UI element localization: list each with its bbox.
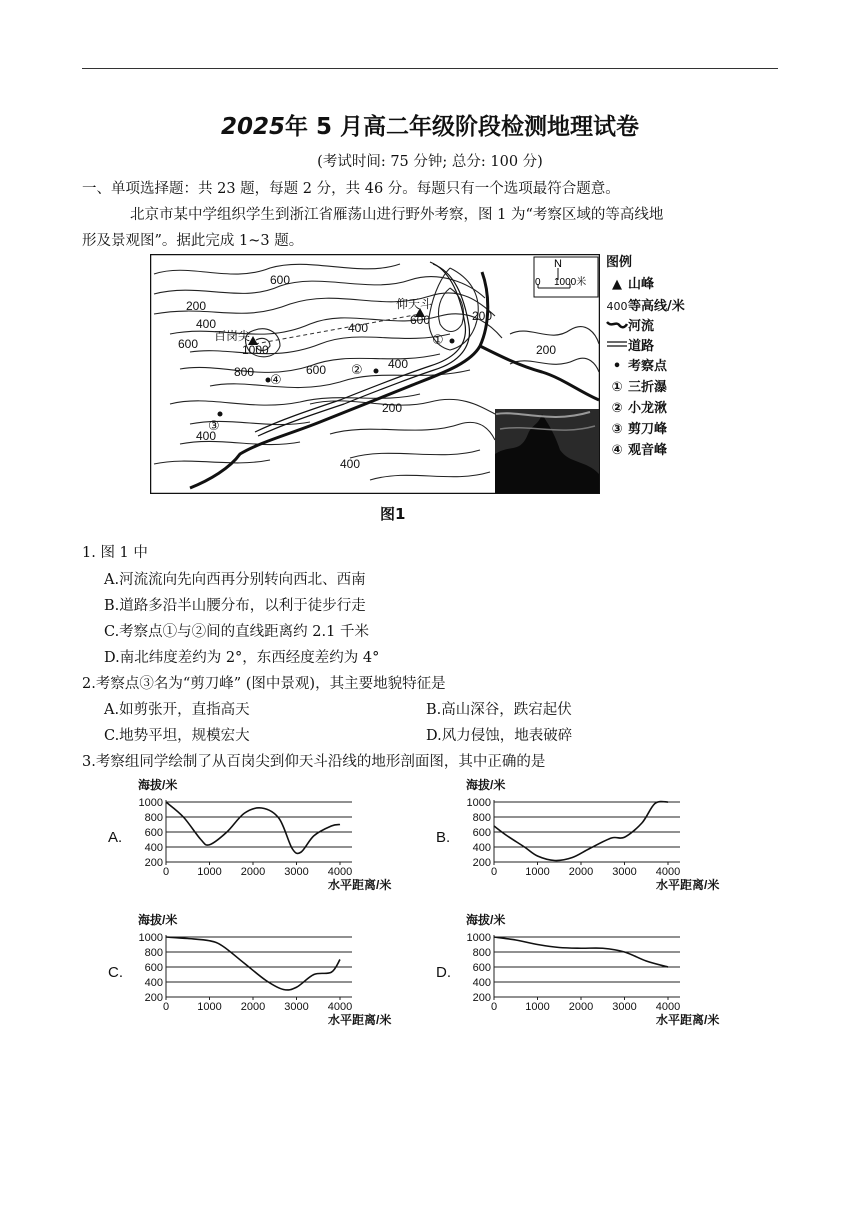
figure-caption: 图1	[380, 505, 406, 523]
scale-zero: 0	[535, 277, 541, 288]
y-axis-label: 海拔/米	[138, 778, 178, 792]
map-label-400d: 400	[196, 429, 217, 443]
road-icon	[606, 338, 628, 356]
y-axis-label: 海拔/米	[466, 778, 506, 792]
x-tick-label: 4000	[327, 1001, 353, 1013]
y-axis-label: 海拔/米	[466, 913, 506, 927]
x-tick-label: 1000	[525, 866, 550, 878]
map-label-200a: 200	[186, 299, 207, 313]
y-tick-label: 200	[472, 992, 491, 1004]
map-label-400e: 400	[340, 457, 361, 471]
question-2-stem: 2.考察点③名为“剪刀峰” (图中景观)，其主要地貌特征是	[82, 676, 446, 692]
x-tick-label: 3000	[612, 866, 637, 878]
q2-option-d: D.风力侵蚀，地表破碎	[426, 728, 573, 744]
y-tick-label: 600	[472, 962, 491, 974]
y-tick-label: 600	[144, 962, 163, 974]
x-tick-label: 1000	[197, 1001, 222, 1013]
scale-label: 1000米	[554, 277, 587, 288]
map-label-200b: 200	[472, 309, 493, 323]
legend-item-river: 河流	[606, 318, 654, 336]
x-tick-label: 2000	[240, 866, 266, 878]
exam-info: (考试时间: 75 分钟; 总分: 100 分)	[317, 154, 543, 170]
x-tick-label: 3000	[284, 1001, 309, 1013]
contour-symbol: 400	[606, 300, 628, 313]
option-label: B.	[436, 829, 451, 846]
y-tick-label: 400	[144, 842, 163, 854]
legend-item-site: • 考察点	[606, 358, 667, 376]
map-label-400b: 400	[348, 321, 369, 335]
y-tick-label: 200	[472, 857, 491, 869]
x-axis-label: 水平距离/米	[328, 1013, 392, 1026]
x-tick-label: 1000	[197, 866, 222, 878]
question-1-stem: 1. 图 1 中	[82, 545, 148, 561]
y-tick-label: 1000	[466, 797, 491, 809]
q1-option-d: D.南北纬度差约为 2°，东西经度差约为 4°	[104, 650, 380, 666]
map-label-p4: ④	[270, 372, 282, 387]
map-label-200c: 200	[382, 401, 403, 415]
map-legend	[606, 254, 706, 474]
q2-option-c: C.地势平坦，规模宏大	[104, 728, 250, 744]
y-tick-label: 400	[472, 842, 491, 854]
page-title	[0, 108, 860, 141]
map-label-800: 800	[234, 365, 255, 379]
y-tick-label: 1000	[466, 932, 491, 944]
question-3-stem: 3.考察组同学绘制了从百岗尖到仰天斗沿线的地形剖面图，其中正确的是	[82, 754, 546, 770]
legend-title: 图例	[606, 255, 633, 270]
section-heading: 一、单项选择题：共 23 题，每题 2 分，共 46 分。每题只有一个选项最符合题意。	[82, 181, 620, 197]
q1-option-c: C.考察点①与②间的直线距离约 2.1 千米	[104, 624, 369, 640]
y-tick-label: 600	[144, 827, 163, 839]
x-axis-label: 水平距离/米	[656, 878, 720, 891]
map-label-600d: 600	[270, 273, 291, 287]
option-label: C.	[108, 964, 123, 981]
legend-item-3: ③ 剪刀峰	[611, 422, 668, 437]
map-label-400a: 400	[196, 317, 217, 331]
legend-item-2: ② 小龙湫	[611, 401, 668, 416]
y-tick-label: 800	[472, 947, 491, 959]
q2-option-b: B.高山深谷，跌宕起伏	[426, 702, 572, 718]
x-tick-label: 2000	[568, 1001, 594, 1013]
contour-map	[150, 254, 600, 494]
map-label-600c: 600	[410, 313, 431, 327]
y-tick-label: 800	[144, 947, 163, 959]
legend-item-peak: ▲ 山峰	[606, 276, 654, 294]
profile-chart-b	[428, 776, 758, 891]
map-label-400c: 400	[388, 357, 409, 371]
x-tick-label: 4000	[655, 1001, 681, 1013]
x-tick-label: 0	[162, 866, 170, 878]
q1-option-a: A.河流流向先向西再分别转向西北、西南	[104, 572, 366, 588]
y-tick-label: 400	[144, 977, 163, 989]
q2-option-a: A.如剪张开，直指高天	[104, 702, 250, 718]
x-tick-label: 3000	[284, 866, 309, 878]
option-label: D.	[436, 964, 451, 981]
x-tick-label: 1000	[525, 1001, 550, 1013]
legend-item-4: ④ 观音峰	[611, 443, 668, 458]
dot-icon: •	[612, 359, 622, 374]
q1-option-b: B.道路多沿半山腰分布，以利于徒步行走	[104, 598, 366, 614]
intro-line-2: 形及景观图”。据此完成 1~3 题。	[82, 233, 304, 249]
profile-chart-a	[100, 776, 430, 891]
map-label-peak-b: 仰天斗	[396, 297, 433, 311]
profile-chart-d	[428, 911, 758, 1026]
legend-item-contour: 400等高线/米	[606, 299, 685, 314]
x-tick-label: 2000	[240, 1001, 266, 1013]
title-text: 年 5 月高二年级阶段检测地理试卷	[284, 114, 640, 140]
x-tick-label: 0	[490, 1001, 498, 1013]
map-label-peak-a: 百岗尖	[214, 329, 251, 343]
profile-line	[166, 802, 340, 853]
top-rule	[82, 68, 778, 69]
x-tick-label: 0	[490, 866, 498, 878]
intro-line-1: 北京市某中学组织学生到浙江省雁荡山进行野外考察，图 1 为“考察区域的等高线地	[130, 207, 664, 223]
map-label-p2: ②	[351, 362, 363, 377]
y-tick-label: 800	[472, 812, 491, 824]
profile-chart-c	[100, 911, 430, 1026]
map-label-1000: 1000	[242, 343, 269, 357]
legend-item-1: ① 三折瀑	[611, 380, 668, 395]
y-tick-label: 1000	[138, 932, 163, 944]
profile-line	[494, 802, 668, 861]
x-tick-label: 3000	[612, 1001, 637, 1013]
legend-item-road: 道路	[606, 338, 654, 356]
x-tick-label: 0	[162, 1001, 170, 1013]
x-tick-label: 2000	[568, 866, 594, 878]
map-label-200d: 200	[536, 343, 557, 357]
map-label-600b: 600	[306, 363, 327, 377]
triangle-icon: ▲	[612, 277, 622, 292]
map-label-600a: 600	[178, 337, 199, 351]
river-icon	[606, 318, 628, 336]
y-tick-label: 200	[144, 857, 163, 869]
map-label-p3: ③	[208, 418, 220, 433]
x-tick-label: 4000	[327, 866, 353, 878]
x-axis-label: 水平距离/米	[656, 1013, 720, 1026]
title-year: 2025	[220, 114, 285, 140]
x-tick-label: 4000	[655, 866, 681, 878]
x-axis-label: 水平距离/米	[328, 878, 392, 891]
y-tick-label: 1000	[138, 797, 163, 809]
north-arrow-label: N	[554, 258, 562, 270]
y-axis-label: 海拔/米	[138, 913, 178, 927]
y-tick-label: 800	[144, 812, 163, 824]
y-tick-label: 200	[144, 992, 163, 1004]
option-label: A.	[108, 829, 123, 846]
y-tick-label: 400	[472, 977, 491, 989]
y-tick-label: 600	[472, 827, 491, 839]
map-label-p1: ①	[432, 332, 444, 347]
